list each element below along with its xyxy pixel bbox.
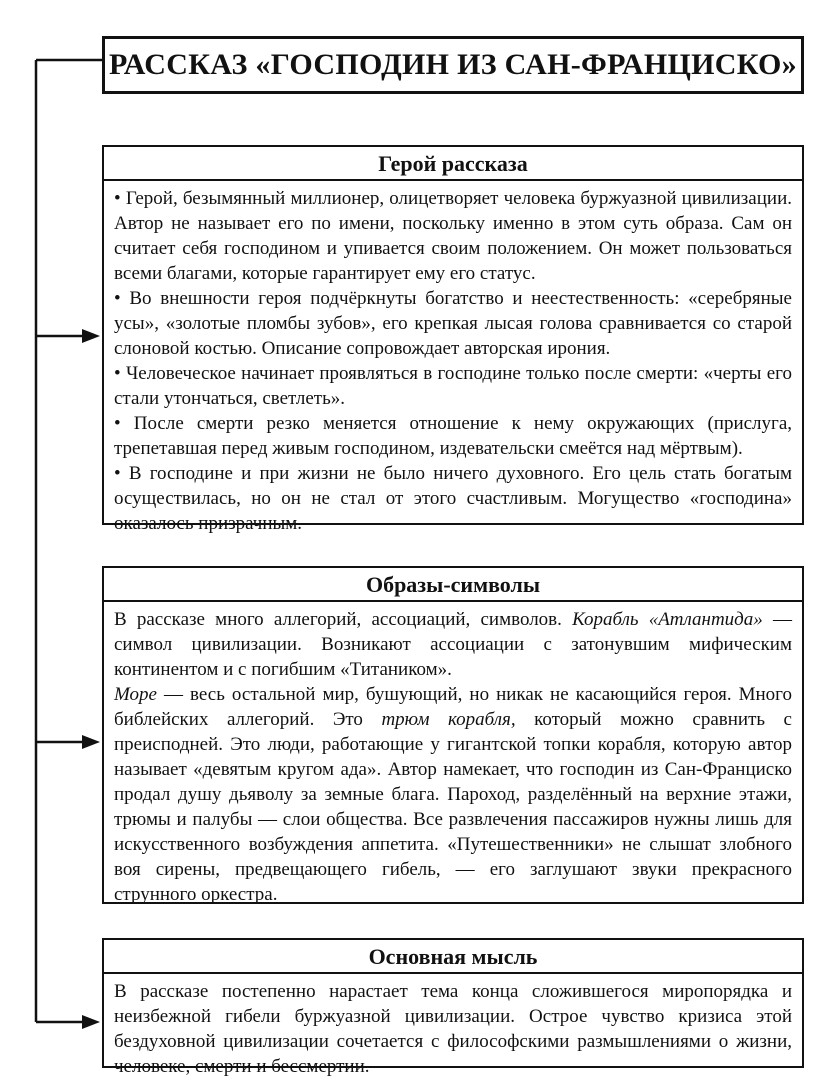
hero-point: • В господине и при жизни не было ничего духовного. Его цель стать богатым осуществилась, но он не стал от этого счастливым. Могущество «господина» оказалось призрачным.: [114, 461, 792, 536]
symbols-text: — символ цивилизации. Возникают ассоциации с затонувшим мифическим континентом и с погибшим «Титаником».: [114, 609, 792, 680]
hero-point: • Герой, безымянный миллионер, олицетворяет человека буржуазной цивилизации. Автор не называет его по имени, поскольку именно в этом суть образа. Сам он считает себя господином и упивается своим положением. Он может пользоваться всеми благами, которые гарантирует ему его статус.: [114, 186, 792, 286]
symbols-emphasis: Море: [114, 684, 157, 705]
main-idea-body: [104, 974, 802, 1085]
symbols-text: который можно сравнить с преисподней. Это люди, работающие у гигантской топки корабля, которую автор называет «девятым кругом ада». Автор намекает, что господин из Сан-Франциско продал душу дьяволу за земные блага. Пароход, разделённый на верхние этажи, трюмы и палубы — слои общества. Все развлечения пассажиров нужны лишь для искусственного возбуждения аппетита. «Путешественники» не слышат злобного воя сирены, предвещающего гибель, — его заглушают звуки прекрасного струнного оркестра.: [114, 709, 792, 905]
symbols-paragraph-1: [114, 607, 792, 682]
arrow-head-symbols: [82, 735, 100, 749]
page-title: РАССКАЗ «ГОСПОДИН ИЗ САН-ФРАНЦИСКО»: [102, 36, 804, 94]
symbols-paragraph-2: [114, 682, 792, 907]
symbols-body: [104, 602, 802, 913]
main-idea-section: [102, 938, 804, 1077]
hero-body: [104, 181, 802, 542]
symbols-emphasis: Корабль «Атлантида»: [572, 609, 763, 630]
arrow-head-hero: [82, 329, 100, 343]
symbols-emphasis: трюм корабля,: [381, 709, 516, 730]
symbols-heading: Образы-символы: [104, 568, 802, 602]
symbols-text: — весь остальной мир, бушующий, но никак не касающийся героя. Много библейских аллегорий. Это: [114, 684, 792, 730]
hero-point: • Во внешности героя подчёркнуты богатство и неестественность: «серебряные усы», «золотые пломбы зубов», его крепкая лысая голова сравнивается со старой слоновой костью. Описание сопровождает авторская ирония.: [114, 286, 792, 361]
symbols-text: В рассказе много аллегорий, ассоциаций, символов.: [114, 609, 573, 630]
hero-heading: Герой рассказа: [104, 147, 802, 181]
arrow-head-main-idea: [82, 1015, 100, 1029]
hero-point: • Человеческое начинает проявляться в господине только после смерти: «черты его стали утончаться, светлеть».: [114, 361, 792, 411]
hero-point: • После смерти резко меняется отношение к нему окружающих (прислуга, трепетавшая перед живым господином, издевательски смеётся над мёртвым).: [114, 411, 792, 461]
main-idea-heading: Основная мысль: [104, 940, 802, 974]
main-idea-text: В рассказе постепенно нарастает тема конца сложившегося миропорядка и неизбежной гибели буржуазной цивилизации. Острое чувство кризиса этой бездуховной цивилизации сочетается с философскими размышлениями о жизни, человеке, смерти и бессмертии.: [114, 981, 792, 1077]
symbols-section: [102, 566, 804, 904]
hero-section: [102, 145, 804, 534]
